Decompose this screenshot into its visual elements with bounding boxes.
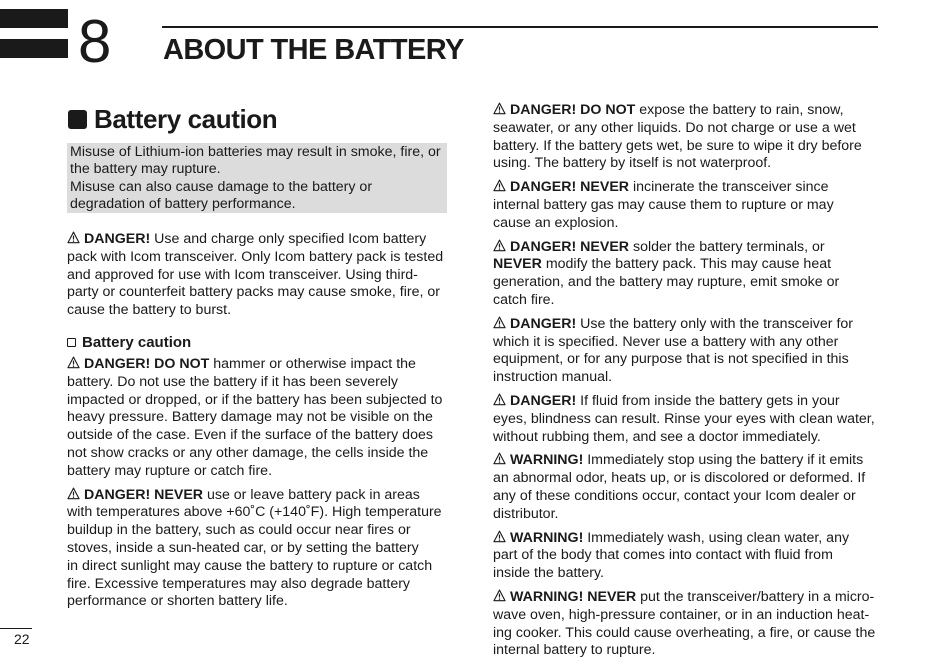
warning-text: instruction manual.: [493, 369, 613, 386]
warning-triangle-icon: [493, 589, 506, 602]
subheading: [67, 334, 452, 352]
warning-item: [493, 179, 883, 232]
warning-triangle-icon: [493, 452, 506, 465]
warning-text: which it is specified. Never use a battery with any other: [493, 333, 839, 350]
warning-keyword: DANGER!: [84, 231, 151, 247]
warning-text: seawater, or any other liquids. Do not charge or use a wet: [493, 119, 856, 136]
left-column: [67, 231, 452, 617]
section-bullet-icon: [68, 110, 87, 129]
warning-keyword: WARNING!: [510, 529, 584, 546]
warning-text: and approved for use with Icom transceiver. Using third-: [67, 266, 418, 283]
subheading-text: Battery caution: [82, 333, 192, 351]
warning-text: an abnormal odor, heats up, or is discolored or deformed. If: [493, 470, 866, 487]
warning-text: pack with Icom transceiver. Only Icom battery pack is tested: [67, 248, 444, 265]
warning-triangle-icon: [493, 530, 506, 543]
section-title-text: Battery caution: [94, 104, 278, 134]
warning-text: generation, and the battery may rupture, emit smoke or: [493, 274, 840, 291]
chapter-number: 8: [78, 8, 111, 75]
warning-keyword: DANGER! NEVER: [510, 238, 630, 255]
warning-keyword: WARNING! NEVER: [510, 588, 637, 605]
page-number: 22: [14, 631, 30, 647]
warning-item: [493, 452, 883, 523]
warning-text: battery may rupture or catch fire.: [67, 462, 273, 479]
warning-text: any of these conditions occur, contact your Icom dealer or: [493, 487, 856, 504]
warning-text: modify the battery pack. This may cause heat: [541, 256, 832, 273]
warning-text: battery. If the battery gets wet, be sure to wipe it dry before: [493, 137, 862, 154]
warning-triangle-icon: [493, 102, 506, 115]
page-number-rule: [0, 628, 32, 629]
chapter-title: ABOUT THE BATTERY: [163, 34, 464, 66]
checkbox-bullet-icon: [67, 338, 76, 347]
warning-text: not show cracks or any other damage, the cells inside the: [67, 444, 429, 461]
warning-keyword: DANGER!: [510, 392, 577, 409]
warning-keyword: DANGER!: [510, 315, 577, 332]
warning-triangle-icon: [493, 316, 506, 329]
warning-text: distributor.: [493, 505, 559, 522]
warning-text: heavy pressure. Battery damage may not be visible on the: [67, 409, 433, 426]
chapter-tab-bar-bottom: [0, 39, 68, 58]
warning-text: incinerate the transceiver since: [629, 179, 829, 196]
warning-text: impacted or dropped, or if the battery has been subjected to: [67, 391, 443, 408]
warning-item: [493, 316, 883, 387]
warning-text: wave oven, high-pressure container, or in an induction heat-: [493, 606, 870, 623]
warning-text: internal battery to rupture.: [493, 642, 656, 659]
warning-text: Immediately wash, using clean water, any: [583, 529, 850, 546]
warning-triangle-icon: [67, 487, 80, 500]
warning-text: without rubbing them, and see a doctor immediately.: [493, 428, 821, 445]
warning-item: [493, 102, 883, 173]
right-column: [493, 102, 883, 666]
chapter-tab-bar-top: [0, 9, 68, 28]
warning-keyword: DANGER! DO NOT: [510, 102, 636, 118]
warning-text: cause an explosion.: [493, 214, 619, 231]
warning-text: Use and charge only specified Icom battery: [150, 231, 427, 247]
warning-triangle-icon: [67, 356, 80, 369]
warning-triangle-icon: [67, 231, 80, 244]
warning-text: performance or shorten battery life.: [67, 593, 288, 610]
warning-text: Use the battery only with the transceiver for: [576, 315, 853, 332]
warning-text: use or leave battery pack in areas: [203, 486, 420, 503]
warning-text: Immediately stop using the battery if it emits: [583, 452, 864, 469]
warning-text: outside of the case. Even if the surface of the battery does: [67, 427, 433, 444]
warning-text: stoves, inside a sun-heated car, or by setting the battery: [67, 539, 419, 556]
caution-box: [67, 143, 447, 213]
warning-text: equipment, or for any purpose that is not specified in this: [493, 351, 849, 368]
warning-triangle-icon: [493, 179, 506, 192]
caution-line: the battery may rupture.: [70, 161, 221, 178]
warning-triangle-icon: [493, 393, 506, 406]
header-rule: [162, 26, 878, 28]
warning-item: [493, 393, 883, 446]
warning-text: cause the battery to burst.: [67, 302, 232, 319]
warning-text: expose the battery to rain, snow,: [635, 102, 844, 118]
warning-text: part of the body that comes into contact with fluid from: [493, 547, 833, 564]
warning-keyword: WARNING!: [510, 452, 584, 469]
warning-text: ing cooker. This could cause overheating, a fire, or cause the: [493, 624, 876, 641]
warning-keyword: DANGER! NEVER: [510, 179, 630, 196]
caution-line: Misuse of Lithium-ion batteries may result in smoke, fire, or: [70, 144, 441, 160]
section-title: [68, 102, 277, 136]
warning-triangle-icon: [493, 239, 506, 252]
warning-text: solder the battery terminals, or: [629, 238, 825, 255]
warning-text: using. The battery by itself is not waterproof.: [493, 155, 772, 172]
caution-line: degradation of battery performance.: [70, 196, 296, 213]
warning-text: battery. Do not use the battery if it has been severely: [67, 373, 398, 390]
caution-line: Misuse can also cause damage to the battery or: [70, 178, 373, 195]
warning-keyword: DANGER! DO NOT: [84, 355, 210, 372]
warning-text: buildup in the battery, such as could occur near fires or: [67, 522, 411, 539]
warning-item: [493, 239, 883, 310]
warning-item: [67, 356, 452, 481]
warning-text: put the transceiver/battery in a micro-: [636, 588, 875, 605]
warning-item: [67, 487, 452, 612]
warning-text: party or counterfeit battery packs may cause smoke, fire, or: [67, 284, 440, 301]
warning-text: fire. Excessive temperatures may also degrade battery: [67, 575, 411, 592]
warning-item: [493, 589, 883, 660]
warning-text: internal battery gas may cause them to rupture or may: [493, 196, 834, 213]
warning-text: hammer or otherwise impact the: [209, 355, 416, 372]
warning-item: [493, 530, 883, 583]
warning-keyword: DANGER! NEVER: [84, 486, 204, 503]
intro-warning: [67, 231, 452, 320]
warning-text: in direct sunlight may cause the battery to rupture or catch: [67, 557, 433, 574]
warning-text: inside the battery.: [493, 565, 604, 582]
warning-text: If fluid from inside the battery gets in your: [576, 392, 840, 409]
warning-keyword: NEVER: [493, 256, 542, 273]
warning-text: catch fire.: [493, 291, 555, 308]
warning-text: eyes, blindness can result. Rinse your eyes with clean water,: [493, 410, 875, 427]
warning-text: with temperatures above +60˚C (+140˚F). High temperature: [67, 504, 442, 521]
